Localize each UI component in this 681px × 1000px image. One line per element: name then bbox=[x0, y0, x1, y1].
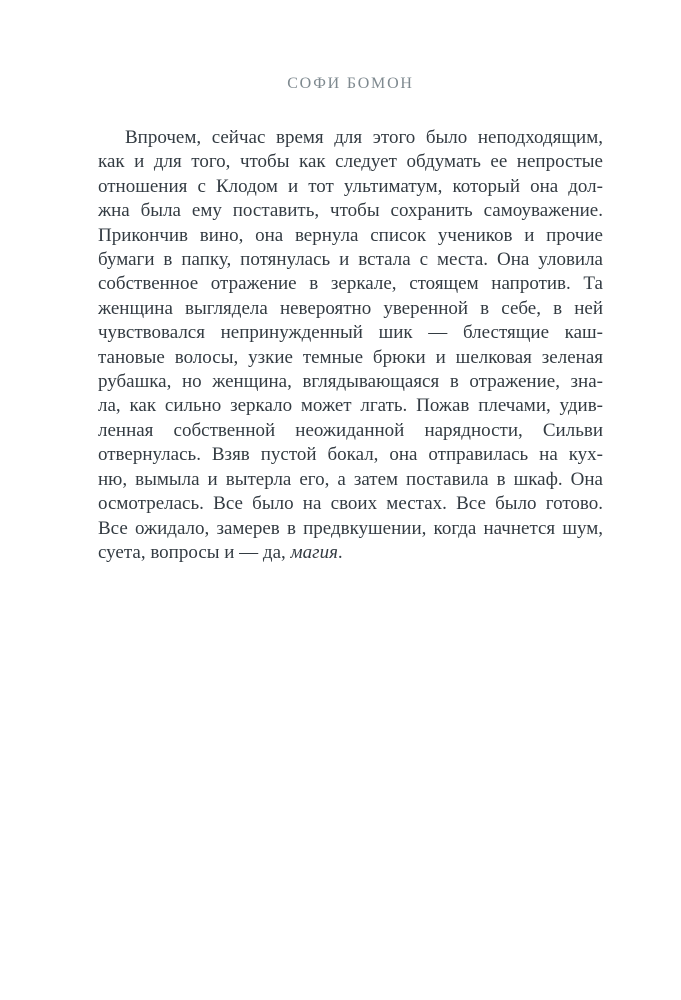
text-line: жна была ему поставить, чтобы сохранить самоуважение. bbox=[98, 200, 603, 222]
text-line: Все ожидало, замерев в предвкушении, когда начнется шум, bbox=[98, 517, 603, 539]
text-line-last bbox=[98, 541, 603, 565]
text-line: Впрочем, сейчас время для этого было неподходящим, bbox=[125, 127, 603, 148]
text-line: ню, вымыла и вытерла его, а затем поставила в шкаф. Она bbox=[98, 468, 603, 490]
text-line: ленная собственной неожиданной нарядности, Сильви bbox=[98, 419, 603, 441]
text-line: Прикончив вино, она вернула список учеников и прочие bbox=[98, 224, 603, 246]
text-line: отношения с Клодом и тот ультиматум, который она дол- bbox=[98, 175, 603, 197]
italic-word: магия bbox=[290, 541, 338, 563]
text-line: бумаги в папку, потянулась и встала с места. Она уловила bbox=[98, 249, 603, 271]
text-line: рубашка, но женщина, вглядывающаяся в отражение, зна- bbox=[98, 371, 603, 393]
text-line: чувствовался непринужденный шик — блестящие каш- bbox=[98, 322, 603, 344]
paragraph bbox=[98, 126, 603, 565]
running-header: СОФИ БОМОН bbox=[287, 75, 414, 92]
text-line: женщина выглядела невероятно уверенной в себе, в ней bbox=[98, 297, 603, 319]
text-line: собственное отражение в зеркале, стоящем напротив. Та bbox=[98, 273, 603, 295]
text-line: осмотрелась. Все было на своих местах. Все было готово. bbox=[98, 493, 603, 515]
text-line: отвернулась. Взяв пустой бокал, она отправилась на кух- bbox=[98, 444, 603, 466]
last-line-prefix: суета, вопросы и — да, bbox=[98, 541, 291, 563]
text-line: ла, как сильно зеркало может лгать. Пожав плечами, удив- bbox=[98, 395, 603, 417]
last-line-suffix: . bbox=[337, 541, 343, 563]
text-line: как и для того, чтобы как следует обдумать ее непростые bbox=[98, 151, 603, 173]
text-line: тановые волосы, узкие темные брюки и шелковая зеленая bbox=[98, 346, 603, 368]
